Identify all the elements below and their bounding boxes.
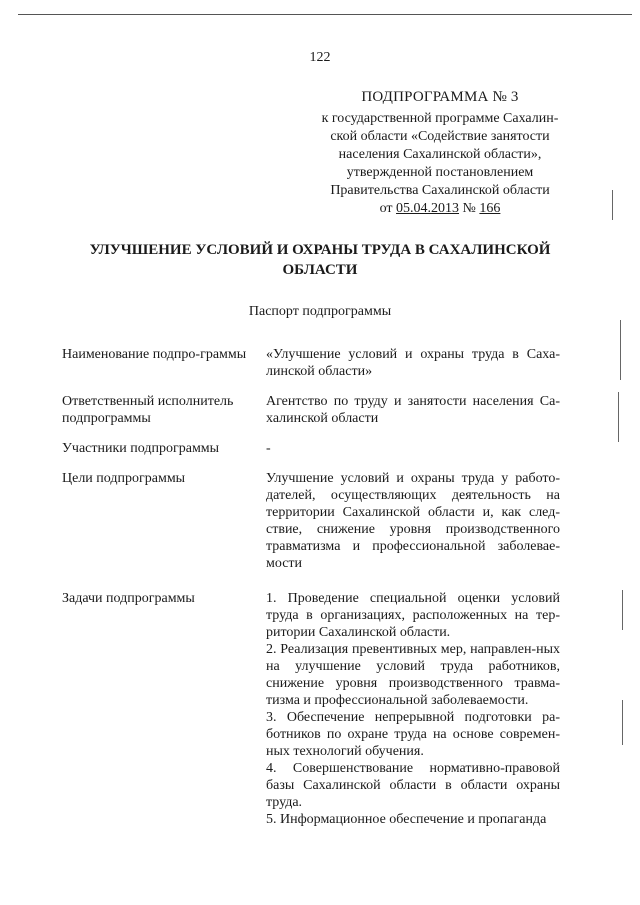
row-value: Улучшение условий и охраны труда у работо-дателей, осуществляющих деятельность на территории Сахалинской области и, как след-ствие, снижение уровня производственного травматизма и профессиональной заболевае-мости (266, 471, 560, 571)
task-item: 3. Обеспечение непрерывной подготовки ра-ботников по охране труда на основе современ-ных технологий обучения. (266, 710, 560, 759)
task-item: 2. Реализация превентивных мер, направлен-ных на улучшение условий труда работников, снижение уровня производственного травма-тизма и профессиональной заболеваемости. (266, 642, 560, 708)
approval-number: 166 (479, 201, 501, 216)
approval-line: ской области «Содействие занятости (330, 129, 550, 144)
task-item: 1. Проведение специальной оценки условий труда в организациях, расположенных на тер-ритории Сахалинской области. (266, 591, 560, 640)
page-number: 122 (309, 50, 331, 65)
passport-row (62, 470, 560, 572)
row-value: «Улучшение условий и охраны труда в Саха-линской области» (266, 347, 560, 379)
row-label: Цели подпрограммы (62, 471, 186, 486)
approval-line: населения Сахалинской области», (338, 147, 542, 162)
subprogram-heading: ПОДПРОГРАММА № 3 (361, 89, 519, 105)
row-value: - (266, 441, 271, 456)
passport-row-tasks (62, 590, 560, 828)
scan-edge-mark (622, 700, 623, 745)
approval-line: Правительства Сахалинской области (330, 183, 550, 198)
task-item: 5. Информационное обеспечение и пропаганда (266, 812, 547, 827)
row-label: Ответственный исполнитель подпрограммы (62, 394, 234, 426)
task-item: 4. Совершенствование нормативно-правовой базы Сахалинской области в области охраны труда. (266, 761, 560, 810)
document-title: УЛУЧШЕНИЕ УСЛОВИЙ И ОХРАНЫ ТРУДА В САХАЛИНСКОЙ ОБЛАСТИ (89, 242, 551, 278)
scan-edge-mark (618, 392, 619, 442)
passport-row (62, 393, 560, 427)
row-label: Задачи подпрограммы (62, 591, 195, 606)
approval-block (290, 88, 590, 218)
top-border-line (18, 14, 632, 15)
passport-row (62, 440, 560, 457)
passport-row (62, 346, 560, 380)
scan-edge-mark (622, 590, 623, 630)
approval-line: к государственной программе Сахалин- (321, 111, 559, 126)
scan-edge-mark (620, 320, 621, 380)
passport-subtitle: Паспорт подпрограммы (248, 304, 392, 319)
row-value: Агентство по труду и занятости населения Са-халинской области (266, 394, 560, 426)
approval-date-line: от 05.04.2013 № 166 (379, 201, 501, 216)
scan-edge-mark (612, 190, 613, 220)
row-value (266, 590, 560, 828)
approval-line: утвержденной постановлением (346, 165, 534, 180)
row-label: Участники подпрограммы (62, 441, 220, 456)
row-label: Наименование подпро-граммы (62, 347, 247, 362)
passport-table (62, 346, 560, 841)
approval-date: 05.04.2013 (396, 201, 460, 216)
